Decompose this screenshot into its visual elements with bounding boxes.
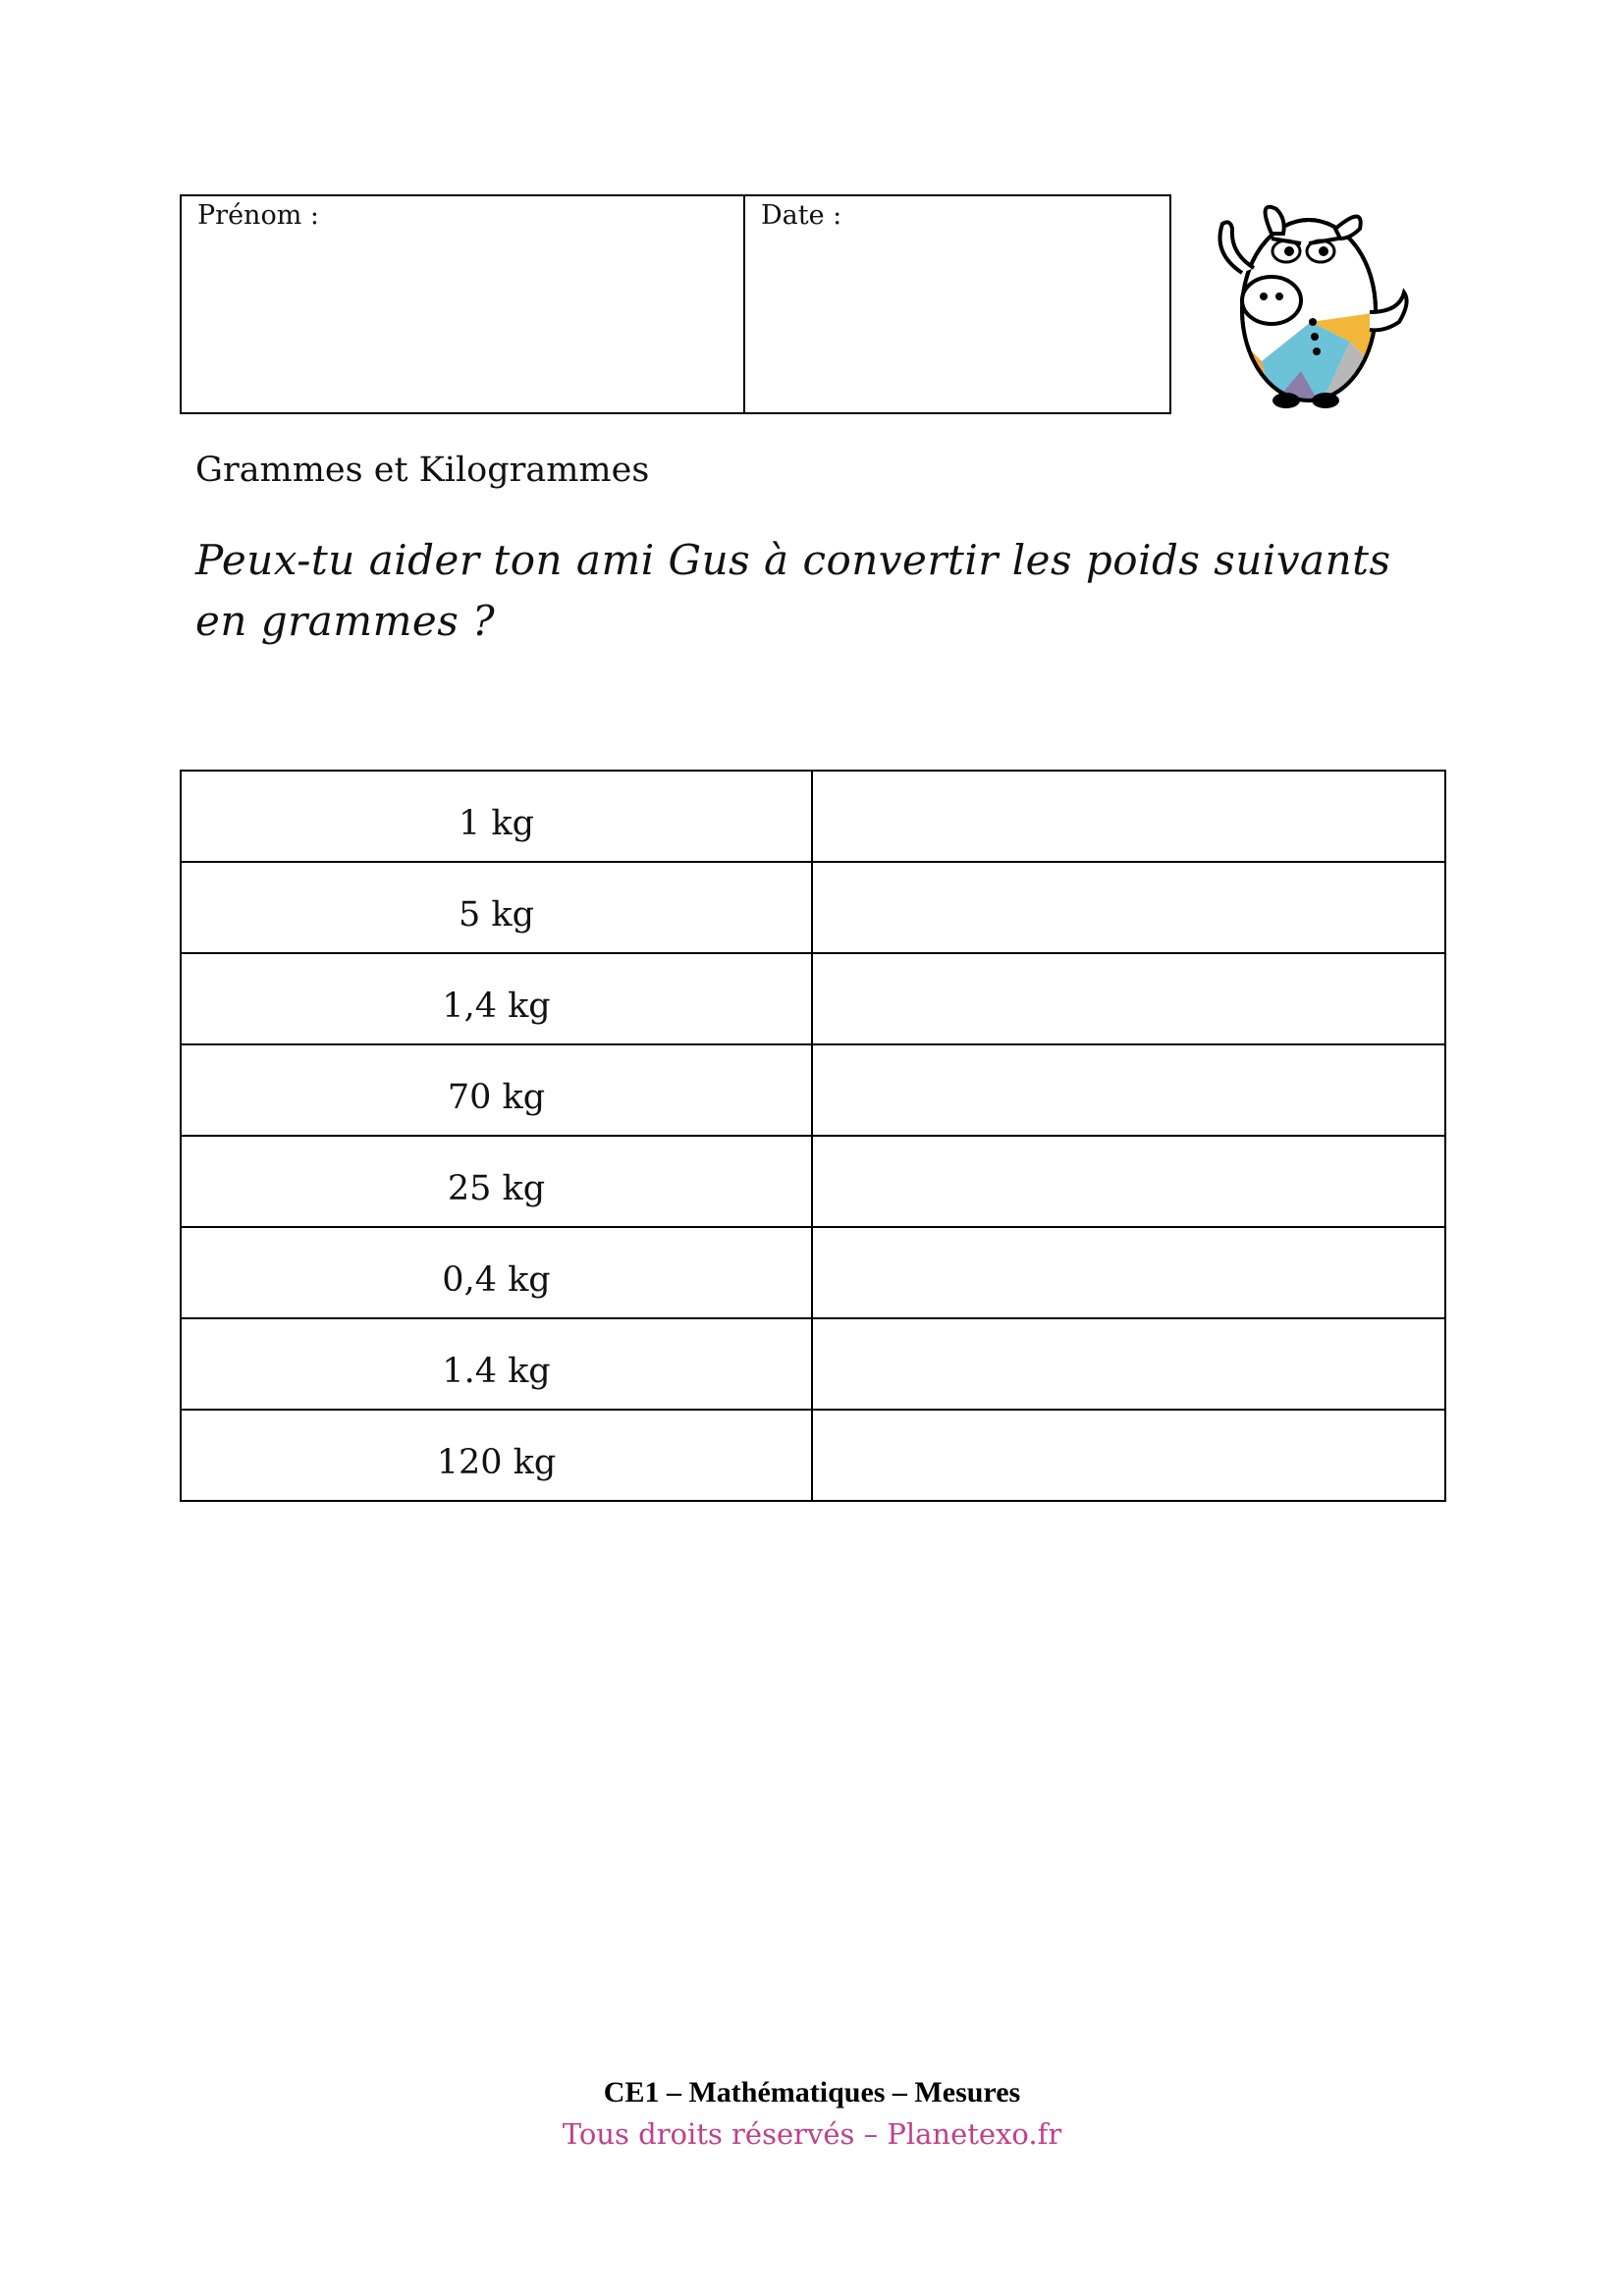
- weight-cell: 1,4 kg: [181, 953, 812, 1044]
- table-row: [181, 1410, 1445, 1501]
- weight-cell: 1.4 kg: [181, 1318, 812, 1410]
- weight-cell: 1 kg: [181, 771, 812, 862]
- table-row: [181, 1318, 1445, 1410]
- answer-cell[interactable]: [812, 1410, 1445, 1501]
- sheep-mascot-icon: [1203, 194, 1414, 415]
- conversion-table: [180, 770, 1446, 1502]
- answer-cell[interactable]: [812, 771, 1445, 862]
- answer-cell[interactable]: [812, 1227, 1445, 1318]
- answer-cell[interactable]: [812, 1044, 1445, 1136]
- table-row: [181, 771, 1445, 862]
- table-row: [181, 1044, 1445, 1136]
- weight-cell: 120 kg: [181, 1410, 812, 1501]
- table-row: [181, 1136, 1445, 1227]
- name-label: Prénom :: [197, 200, 319, 231]
- weight-cell: 70 kg: [181, 1044, 812, 1136]
- footer-course: CE1 – Mathématiques – Mesures: [603, 2076, 1021, 2109]
- answer-cell[interactable]: [812, 1318, 1445, 1410]
- answer-cell[interactable]: [812, 953, 1445, 1044]
- table-row: [181, 953, 1445, 1044]
- weight-cell: 25 kg: [181, 1136, 812, 1227]
- table-row: [181, 1227, 1445, 1318]
- footer-rights: Tous droits réservés – Planetexo.fr: [562, 2117, 1062, 2151]
- weight-cell: 5 kg: [181, 862, 812, 953]
- date-label: Date :: [761, 200, 842, 231]
- name-field[interactable]: [182, 196, 745, 412]
- instruction-text: Peux-tu aider ton ami Gus à convertir les poids suivants en grammes ?: [195, 536, 1391, 645]
- answer-cell[interactable]: [812, 862, 1445, 953]
- worksheet-title: Grammes et Kilogrammes: [195, 451, 650, 490]
- answer-cell[interactable]: [812, 1136, 1445, 1227]
- date-field[interactable]: [745, 196, 1169, 412]
- table-row: [181, 862, 1445, 953]
- header-box: [180, 194, 1171, 414]
- weight-cell: 0,4 kg: [181, 1227, 812, 1318]
